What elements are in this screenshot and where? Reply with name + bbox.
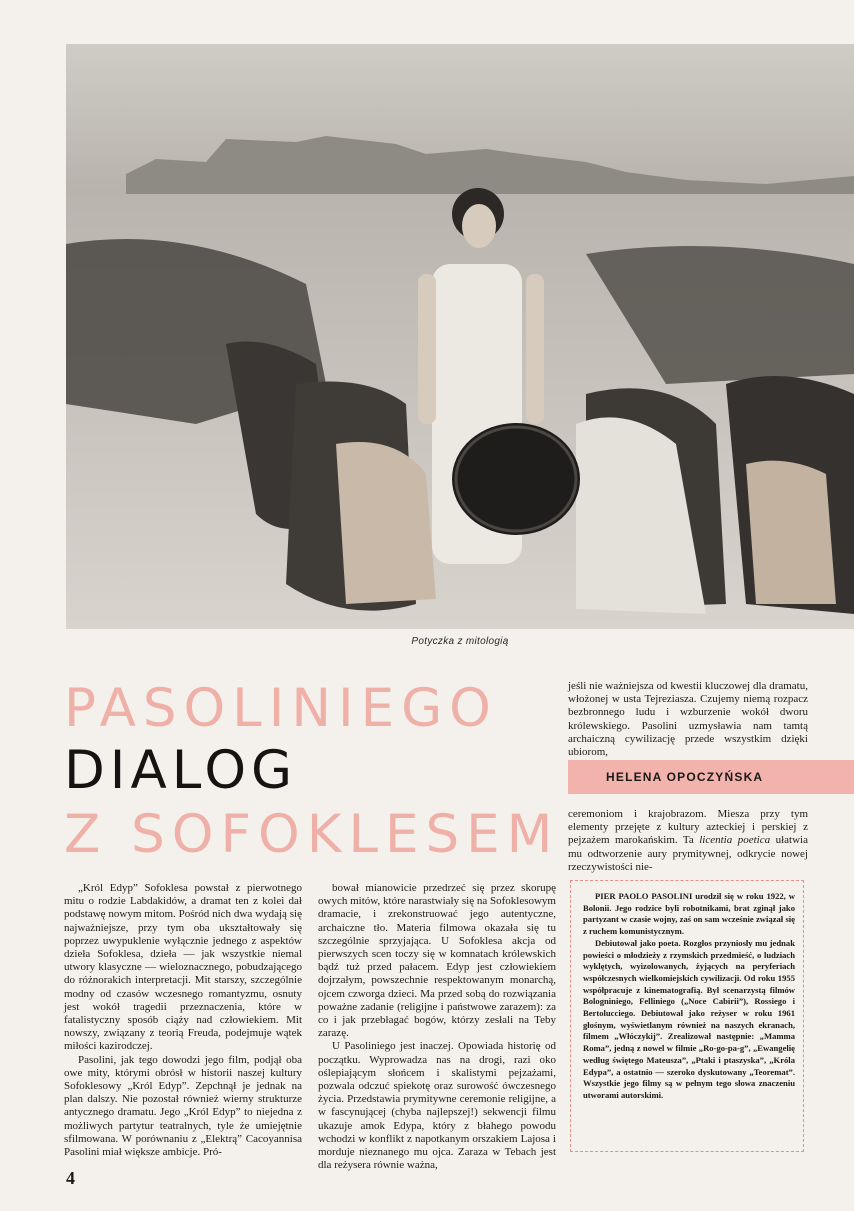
article-column-2 — [318, 882, 556, 1172]
photo-illustration — [66, 44, 854, 629]
photo-caption: Potyczka z mitologią — [411, 636, 509, 647]
page-number: 4 — [66, 1168, 75, 1188]
paragraph — [568, 808, 808, 874]
title-line-3: Z SOFOKLESEM — [64, 804, 560, 865]
author-name: HELENA OPOCZYŃSKA — [606, 770, 764, 784]
paragraph: „Król Edyp” Sofoklesa powstał z pierwotnego mitu o rodzie Labdakidów, a dramat ten z kolei dał podstawę nowym mitom. Pośród nich dwa wydają się najważniejsze, przy tym oba ukształtowały się poprzez uwypuklenie wyłącznie jednego z aspektów dzieła Sofoklesa, dzieła — jak wszystkie niemal utwory klasyczne — wieloznacznego, pobudzającego do różnorakich interpretacji. Mit starszy, szczególnie modny od czasów wczesnego romantyzmu, osnuty jest wokół tragedii przeznaczenia, które w fatalistyczny sposób ciąży nad człowiekiem. Mit nowszy, związany z teorią Freuda, podejmuje wątek miłości kazirodczej. — [64, 882, 302, 1053]
italic-phrase: licentia poetica — [699, 834, 771, 847]
article-column-3-continued — [568, 808, 808, 874]
biography-box — [570, 880, 804, 1152]
paragraph: bował mianowicie przedrzeć się przez skorupę owych mitów, które narastwiały się na Sofoklesowym dramacie, i zrekonstruować jego autentyczne, archaiczne tło. Materia filmowa okazała się tu szczególnie sprzyjająca. U Sofoklesa akcja od pierwszych scen toczy się w komnatach królewskich bądź tuż przed pałacem. Edyp jest człowiekiem dojrzałym, powszechnie respektowanym monarchą, ojcem czworga dzieci. Ma przed sobą do rozwiązania poważne zadanie (religijne i państwowe zarazem): za co i jak przebłagać bogów, którzy zesłali na Teby zarazę. — [318, 882, 556, 1040]
text-segment: ułatwia mu odtworzenie aury prymitywnej, odkrycie nowej rzeczywistości nie- — [568, 834, 808, 873]
title-line-1: PASOLINIEGO — [64, 678, 498, 739]
author-byline — [568, 760, 854, 794]
article-column-1 — [64, 882, 302, 1159]
paragraph: U Pasoliniego jest inaczej. Opowiada historię od początku. Wyprowadza nas na drogi, razi oko oślepiającym słońcem i skalistymi pejzażami, pozwala odczuć spiekotę oraz surowość ówczesnego życia. Przedstawia prymitywne ceremonie religijne, a w fascynującej (chyba najlepszej!) sekwencji filmu ukazuje amok Edypa, który z błahego powodu wchodzi w konflikt z napotkanym orszakiem Lajosa i morduje nieznanego mu ojca. Zaraza w Tebach jest dla reżysera równie ważna, — [318, 1040, 556, 1172]
bio-paragraph: PIER PAOLO PASOLINI urodził się w roku 1922, w Bolonii. Jego rodzice byli robotnikami, brat zginął jako partyzant w czasie wojny, zaś on sam wcześnie związał się z ruchem komunistycznym. — [583, 891, 795, 937]
paragraph: jeśli nie ważniejsza od kwestii kluczowej dla dramatu, włożonej w usta Tejreziasza. Czujemy niemą rozpacz bezbronnego ludu i wzburzenie wokół dworu królewskiego. Pasolini uzmysławia nam tamtą archaiczną cywilizację przede wszystkim dzięki ubiorom, — [568, 680, 808, 759]
bio-paragraph: Debiutował jako poeta. Rozgłos przyniosły mu jednak powieści o młodzieży z rzymskich przedmieść, o ludziach wyklętych, wyizolowanych, żyjących na peryferiach współczesnych wielkomiejskich cywilizacji. Od roku 1955 współpracuje z kinematografią. Był scenarzystą filmów Bologniniego, Felliniego („Noce Cabirii”), Rossiego i Bertolucciego. Debiutował jako reżyser w roku 1961 głośnym, wyświetlanym również na naszych ekranach, filmem „Włóczykij”. Zrealizował następnie: „Mamma Roma”, jedną z nowel w filmie „Ro-go-pa-g”, „Ewangelię według świętego Mateusza”, „Ptaki i ptaszyska”, „Króla Edypa”, a ostatnio — szeroko dyskutowany „Teorematˮ. Wszystkie jego filmy są w pełnym tego słowa znaczeniu utworami autorskimi. — [583, 937, 795, 1100]
article-column-3-top — [568, 680, 808, 759]
paragraph: Pasolini, jak tego dowodzi jego film, podjął oba owe mity, którymi obrósł w historii naszej kultury Sofoklesowy „Król Edyp”. Zepchnął je jednak na plan dalszy. Nie pozostał również wierny strukturze antycznego dramatu. Jego „Król Edyp” to niejedna z możliwych partytur teatralnych, tyle że umiejętnie sfilmowana. W porównaniu z „Elektrą” Cacoyannisa Pasolini miał większe ambicje. Pró- — [64, 1053, 302, 1159]
title-line-2: DIALOG — [64, 740, 298, 801]
film-still-photo — [66, 44, 854, 629]
text-segment: ceremoniom i krajobrazom. Miesza przy tym elementy przejęte z kultury azteckiej i perskiej z pejzażem marokańskim. Ta — [568, 808, 808, 847]
